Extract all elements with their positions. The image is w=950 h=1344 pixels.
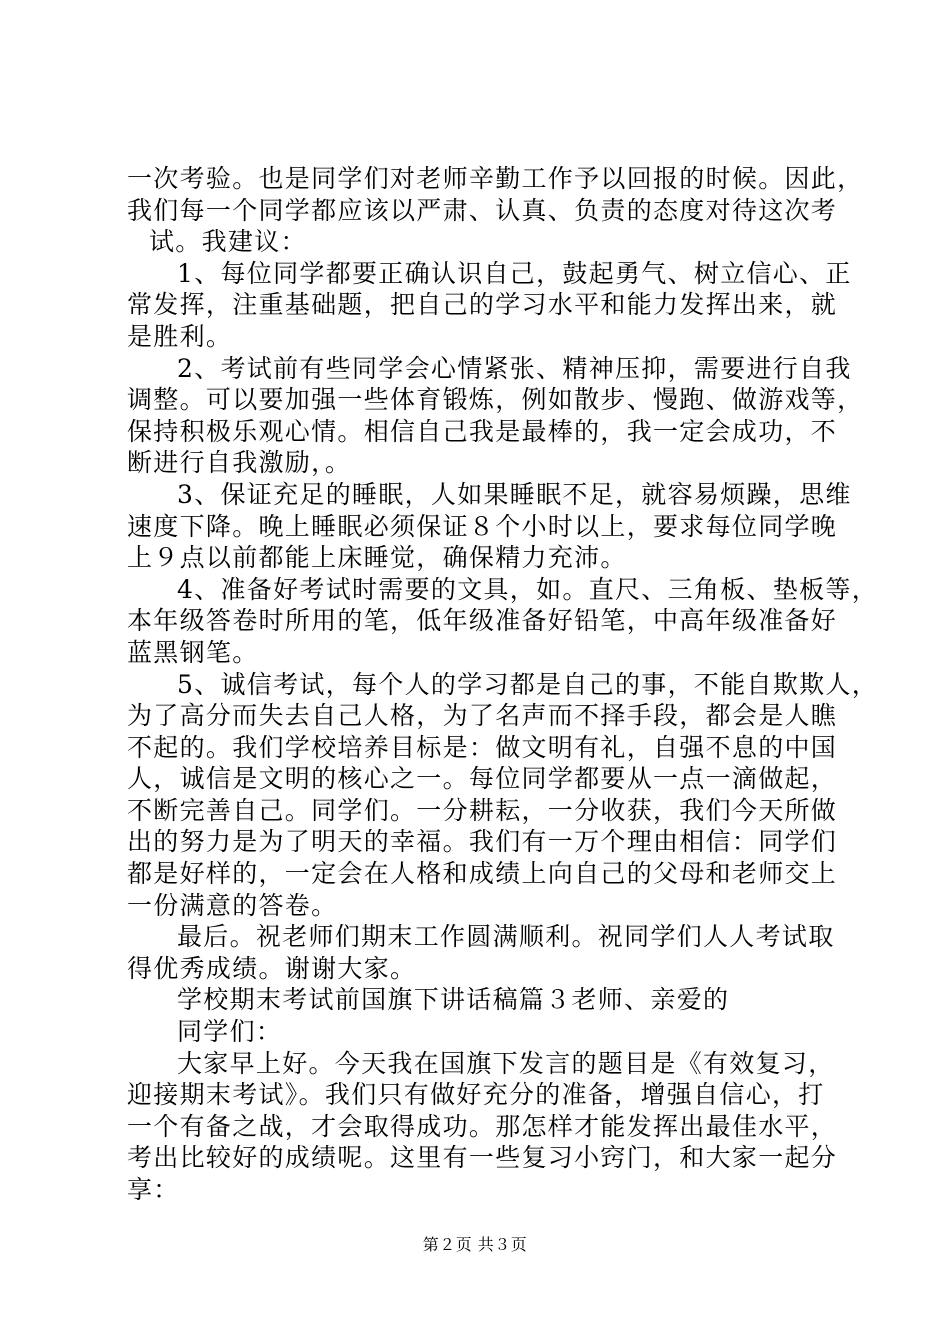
page-number-footer: 第２页 共３页: [422, 1235, 528, 1254]
text-line: 一次考验。也是同学们对老师辛勤工作予以回报的时候。因此，: [127, 164, 864, 193]
text-line: 得优秀成绩。谢谢大家。: [127, 953, 417, 983]
document-body: [127, 163, 879, 1206]
text-line: 3、保证充足的睡眠，人如果睡眠不足，就容易烦躁，思维: [177, 479, 852, 509]
text-line: 人，诚信是文明的核心之一。每位同学都要从一点一滴做起，: [127, 764, 838, 794]
text-line: 享：: [127, 1175, 180, 1204]
text-line: 试。我建议：: [149, 227, 307, 257]
text-line: 本年级答卷时所用的笔，低年级准备好铅笔，中高年级准备好: [127, 606, 838, 636]
text-line: 断进行自我激励，。: [127, 448, 352, 478]
text-line: 一个有备之战，才会取得成功。那怎样才能发挥出最佳水平，: [127, 1111, 838, 1141]
text-line: 2、考试前有些同学会心情紧张、精神压抑，需要进行自我: [177, 353, 852, 383]
text-line: 不起的。我们学校培养目标是：做文明有礼，自强不息的中国: [127, 732, 838, 762]
text-line: 都是好样的，一定会在人格和成绩上向自己的父母和老师交上: [127, 859, 838, 889]
text-line: 同学们：: [177, 1017, 283, 1047]
text-line: 保持积极乐观心情。相信自己我是最棒的，我一定会成功，不: [127, 416, 838, 446]
text-line: 速度下降。晚上睡眠必须保证８个小时以上，要求每位同学晚: [127, 511, 838, 541]
text-line: 我们每一个同学都应该以严肃、认真、负责的态度对待这次考: [127, 195, 838, 225]
text-line: 不断完善自己。同学们。一分耕耘，一分收获，我们今天所做: [127, 795, 838, 825]
text-line: 4、准备好考试时需要的文具，如。直尺、三角板、垫板等，: [177, 574, 879, 604]
text-line: 调整。可以要加强一些体育锻炼，例如散步、慢跑、做游戏等，: [127, 385, 864, 415]
text-line: 为了高分而失去自己人格，为了名声而不择手段，都会是人瞧: [127, 701, 838, 731]
text-line: 考出比较好的成绩呢。这里有一些复习小窍门，和大家一起分: [127, 1143, 838, 1173]
text-line: 5、诚信考试，每个人的学习都是自己的事，不能自欺欺人，: [177, 669, 879, 699]
text-line: 上９点以前都能上床睡觉，确保精力充沛。: [127, 543, 627, 573]
text-line: 是胜利。: [127, 321, 233, 351]
text-line: 出的努力是为了明天的幸福。我们有一万个理由相信：同学们: [127, 827, 838, 857]
text-line: 一份满意的答卷。: [127, 890, 338, 920]
text-line: 1、每位同学都要正确认识自己，鼓起勇气、树立信心、正: [177, 258, 852, 288]
text-line: 迎接期末考试》。我们只有做好充分的准备，增强自信心，打: [127, 1080, 825, 1110]
text-line: 大家早上好。今天我在国旗下发言的题目是《有效复习，: [177, 1048, 835, 1078]
text-line: 最后。祝老师们期末工作圆满顺利。祝同学们人人考试取: [177, 922, 835, 952]
text-line: 常发挥，注重基础题，把自己的学习水平和能力发挥出来，就: [127, 290, 838, 320]
text-line: 学校期末考试前国旗下讲话稿篇３老师、亲爱的: [177, 985, 730, 1015]
text-line: 蓝黑钢笔。: [127, 637, 259, 667]
